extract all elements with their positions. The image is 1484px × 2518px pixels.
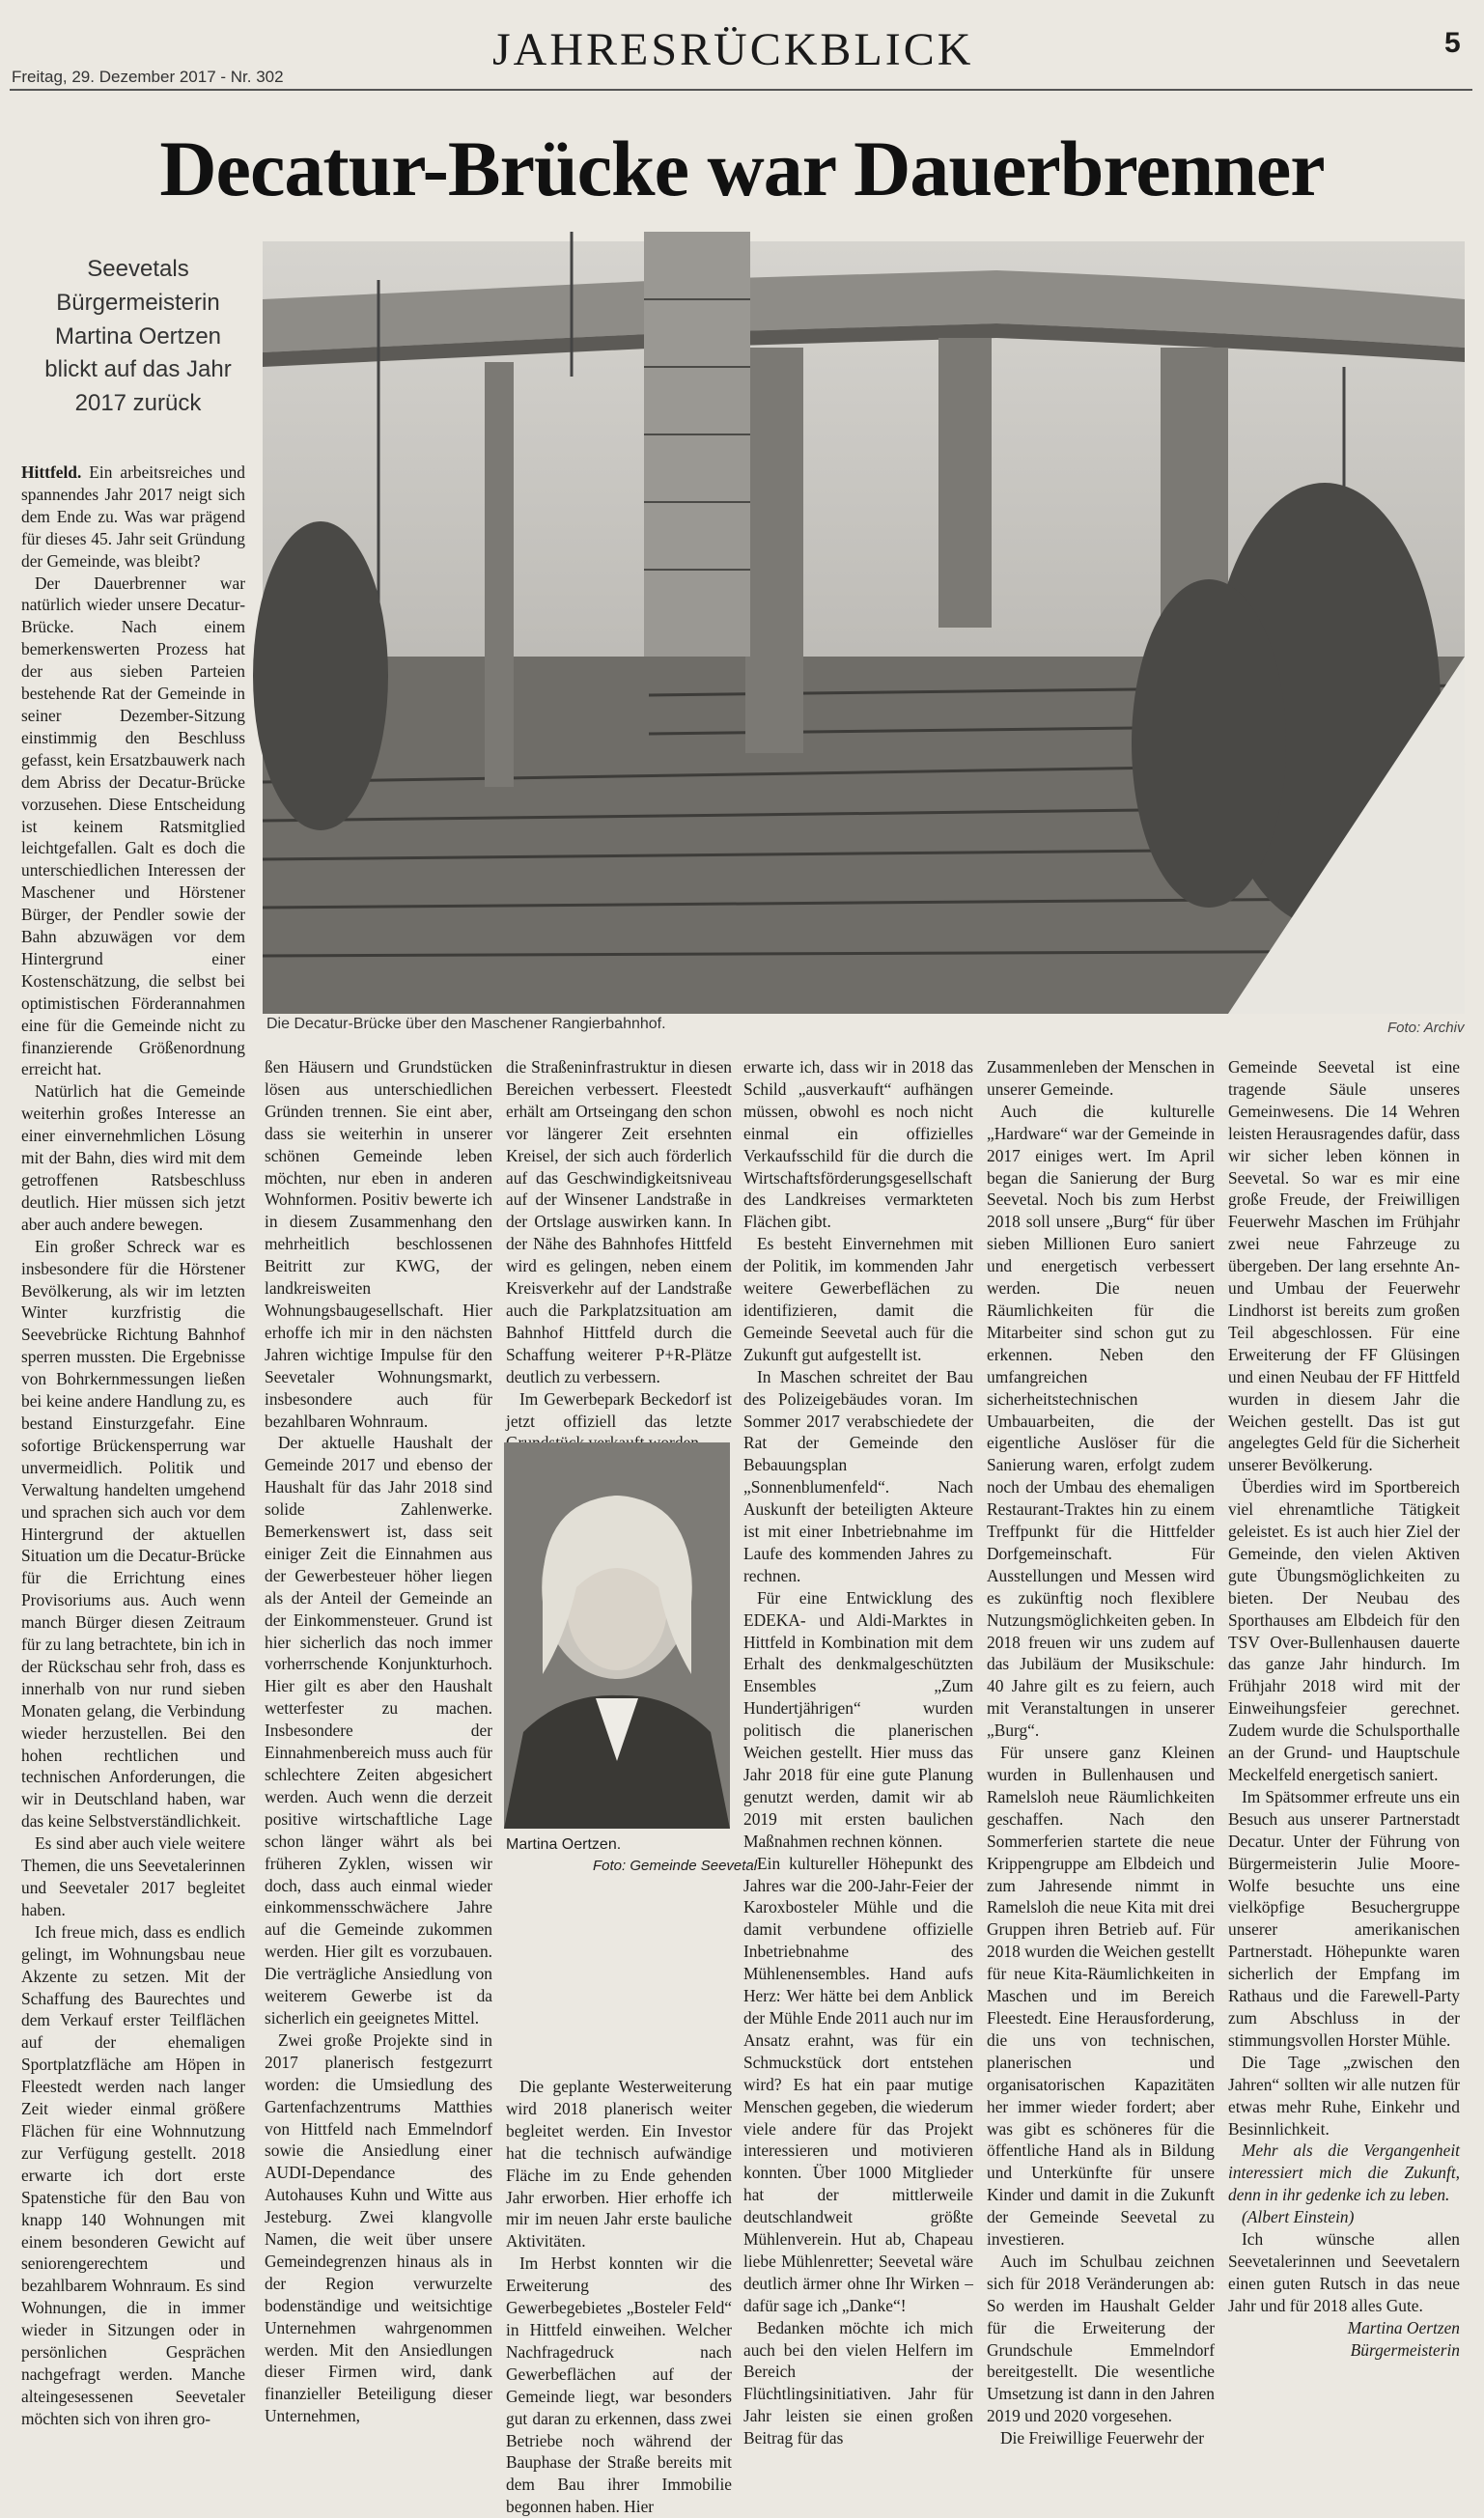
paragraph: Der Dauerbrenner war natürlich wieder unsere Decatur-Brücke. Nach einem bemerkenswerten Prozess hat der aus sieben Parteien bestehende Rat der Gemeinde in seiner Dezember-Sitzung einstimmig den Beschluss gefasst, kein Ersatzbauwerk nach dem Abriss der Decatur-Brücke vorzusehen. Diese Entscheidung ist keinem Ratsmitglied leichtgefallen. Galt es doch die unterschiedlichen Interessen der Maschener und Hörstener Bürger, der Pendler sowie der Bahn abzuwägen vor dem Hintergrund einer Kostenschätzung, die selbst bei optimistischen Förderannahmen eine für die Gemeinde nicht zu finanzierende Größenordnung erreicht hat. — [21, 573, 245, 1079]
deck-subtitle: Seevetals Bürgermeisterin Martina Oertzen blickt auf das Jahr 2017 zurück — [44, 256, 232, 417]
paragraph: Auch die kulturelle „Hardware“ war der Gemeinde in 2017 einiges wert. Im April began die Sanierung der Burg Seevetal. Noch bis zum Herbst 2018 soll unsere „Burg“ für über sieben Millionen Euro saniert und energetisch verbessert werden. Die neuen Räumlichkeiten für die Mitarbeiter sind schon gut zu erkennen. Neben den umfangreichen sicherheitstechnischen Umbauarbeiten, die der eigentliche Auslöser für die Sanierung waren, erfolgt zudem noch der Umbau des ehemaligen Restaurant-Traktes hin zu einem Treffpunkt für die Hittfelder Dorfgemeinschaft. Für Ausstellungen und Messen wird es zukünftig noch flexiblere Nutzungsmöglichkeiten geben. In 2018 freuen wir uns zudem auf das Jubiläum der Musikschule: 40 Jahre gilt es zu feiern, auch mit Veranstaltungen in unserer „Burg“. — [987, 1101, 1215, 1741]
paragraph: Natürlich hat die Gemeinde weiterhin großes Interesse an einer einvernehmlichen Lösung mit der Bahn, dies wird mit dem getroffenen Ratsbeschluss deutlich. Hier müssen sich jetzt aber auch andere bewegen. — [21, 1081, 245, 1234]
paragraph: Bedanken möchte ich mich auch bei den vielen Helfern im Bereich der Flüchtlingsinitiativen. Jahr für Jahr leisten sie einen großen Beitrag für das — [743, 2317, 973, 2448]
paragraph: Überdies wird im Sportbereich viel ehrenamtliche Tätigkeit geleistet. Es ist auch hier Ziel der Gemeinde, den vielen Aktiven gute Übungsmöglichkeiten zu bieten. Der Neubau des Sporthauses am Elbdeich für den TSV Over-Bullenhausen dauerte das ganze Jahr hindurch. Im Frühjahr 2018 wird mit der Einweihungsfeier gerechnet. Zudem wurde die Schulsporthalle an der Grund- und Hauptschule Meckelfeld energetisch saniert. — [1228, 1477, 1460, 1784]
paragraph: Ein kultureller Höhepunkt des Jahres war die 200-Jahr-Feier der Karoxbosteler Mühle und die damit verbundene offizielle Inbetriebnahme des Mühlenensembles. Hand aufs Herz: Wer hätte bei dem Anblick der Mühle Ende 2011 auch nur im Ansatz erahnt, was für ein Schmuckstück dort entstehen wird? Es hat ein paar mutige Menschen gegeben, die wiederum viele andere für das Projekt interessieren und motivieren konnten. Über 1000 Mitglieder hat der mittlerweile deutschlandweit größte Mühlenverein. Hut ab, Chapeau liebe Mühlenretter; Seevetal wäre deutlich ärmer ohne Ihr Wirken – dafür sage ich „Danke“! — [743, 1853, 973, 2315]
portrait-credit: Foto: Gemeinde Seevetal — [593, 1858, 758, 1874]
paragraph: Im Herbst konnten wir die Erweiterung des Gewerbegebietes „Bosteler Feld“ in Hittfeld einweihen. Welcher Nachfragedruck nach Gewerbeflächen auf der Gemeinde liegt, war besonders gut daran zu erkennen, dass zwei Betriebe noch während der Bauphase der Straße bereits mit dem Bau ihrer Immobilie begonnen haben. Hier — [506, 2253, 732, 2517]
paragraph: Die Tage „zwischen den Jahren“ sollten wir alle nutzen für etwas mehr Ruhe, Einkehr und Besinnlichkeit. — [1228, 2052, 1460, 2139]
paragraph: Zwei große Projekte sind in 2017 planerisch festgezurrt worden: die Umsiedlung des Gartenfachzentrums Matthies von Hittfeld nach Emmelndorf sowie die Ansiedlung einer AUDI-Dependance des Autohauses Kuhn und Witte aus Jesteburg. Zwei klangvolle Namen, die weit über unsere Gemeindegrenzen hinaus als in der Region verwurzelte bodenständige und weitsichtige Unternehmen wahrgenommen werden. Mit den Ansiedlungen dieser Firmen wird, dank finanzieller Beteiligung dieser Unternehmen, — [265, 2029, 492, 2426]
paragraph: Es sind aber auch viele weitere Themen, die uns Seevetalerinnen und Seevetaler 2017 begleitet haben. — [21, 1833, 245, 1919]
dateline: Hittfeld. — [21, 462, 82, 482]
paragraph: Gemeinde Seevetal ist eine tragende Säule unseres Gemeinwesens. Die 14 Wehren leisten Herausragendes dafür, dass wir sicher leben können in Seevetal. So war es mir eine große Freude, der Freiwilligen Feuerwehr Maschen im Frühjahr zwei neue Fahrzeuge zu übergeben. Der lang ersehnte An- und Umbau der Feuerwehr Lindhorst ist bereits zum großen Teil abgeschlossen. Für eine Erweiterung der FF Glüsingen und einen Neubau der FF Hittfeld wurden in diesem Jahr die Weichen gestellt. Das ist gut angelegtes Geld für die Sicherheit unserer Bevölkerung. — [1228, 1057, 1460, 1475]
paragraph: Im Spätsommer erfreute uns ein Besuch aus unserer Partnerstadt Decatur. Unter der Führung von Bürgermeisterin Julie Moore-Wolfe besuchte uns eine vielköpfige Besuchergruppe unserer amerikanischen Partnerstadt. Höhepunkte waren sicherlich der Empfang im Rathaus und die Farewell-Party zum Abschluss in der stimmungsvollen Horster Mühle. — [1228, 1786, 1460, 2050]
paragraph: Ich freue mich, dass es endlich gelingt, im Wohnungsbau neue Akzente zu setzen. Mit der Schaffung des Baurechtes und dem Verkauf erster Teilflächen auf der ehemaligen Sportplatzfläche am Höpen in Fleestedt werden nach langer Zeit wieder einmal größere Flächen für eine Wohnnutzung zur Verfügung gestellt. 2018 erwarte ich dort erste Spatenstiche für den Bau von knapp 140 Wohnungen mit einem besonderen Gewicht auf seniorengerechtem und bezahlbarem Wohnraum. Es sind Wohnungen, die in immer wieder in Sitzungen oder in persönlichen Gesprächen nachgefragt werden. Manche alteingesessenen Seevetaler möchten sich von ihren gro- — [21, 1921, 245, 2428]
paragraph: die Straßeninfrastruktur in diesen Bereichen verbessert. Fleestedt erhält am Ortseingang den schon vor längerer Zeit ersehnten Kreisel, der sich auch förderlich auf das Geschwindigkeitsniveau auf der Winsener Landstraße in der Ortslage auswirken kann. In der Nähe des Bahnhofes Hittfeld wird es gelingen, neben einem Kreisverkehr auf der Landstraße auch die Parkplatzsituation am Bahnhof Hittfeld durch die Schaffung weiterer P+R-Plätze deutlich zu verbessern. — [506, 1057, 732, 1386]
body-column-4 — [743, 1056, 973, 2448]
body-column-1 — [21, 462, 245, 2428]
quote: Mehr als die Vergangenheit interessiert mich die Zukunft, denn in ihr gedenke ich zu leben. — [1228, 2140, 1460, 2205]
bridge-photo — [263, 241, 1465, 1014]
page-number: 5 — [1444, 27, 1461, 59]
paragraph: Für eine Entwicklung des EDEKA- und Aldi-Marktes in Hittfeld in Kombination mit dem Erhalt des denkmalgeschützten Ensembles „Zum Hundertjährigen“ wurden politisch die planerischen Weichen gestellt. Hier muss das Jahr 2018 für eine gute Planung genutzt werden, damit wir ab 2019 mit ersten baulichen Maßnahmen rechnen können. — [743, 1587, 973, 1851]
paragraph: In Maschen schreitet der Bau des Polizeigebäudes voran. Im Sommer 2017 verabschiedete der Rat der Gemeinde den Bebauungsplan „Sonnenblumenfeld“. Nach Auskunft der beteiligten Akteure ist mit einer Inbetriebnahme im Laufe des kommenden Jahres zu rechnen. — [743, 1366, 973, 1585]
portrait-caption: Martina Oertzen. — [506, 1836, 622, 1853]
paragraph: Ein arbeitsreiches und spannendes Jahr 2017 neigt sich dem Ende zu. Was war prägend für dieses 45. Jahr seit Gründung der Gemeinde, was bleibt? — [21, 462, 245, 571]
paragraph: Es besteht Einvernehmen mit der Politik, im kommenden Jahr weitere Gewerbeflächen zu identifizieren, damit die Gemeinde Seevetal auch für die Zukunft gut aufgestellt ist. — [743, 1234, 973, 1364]
headline: Decatur-Brücke war Dauerbrenner — [159, 125, 1325, 212]
paragraph: Die geplante Westerweiterung wird 2018 planerisch weiter begleitet werden. Ein Investor hat die technisch aufwändige Fläche im zu Ende gehenden Jahr erworben. Hier erhoffe ich mir im neuen Jahr erste bauliche Aktivitäten. — [506, 2077, 732, 2252]
body-column-2 — [265, 1056, 492, 2426]
paragraph: Für unsere ganz Kleinen wurden in Bullenhausen und Ramelsloh neue Räumlichkeiten geschaffen. Nach den Sommerferien startete die neue Krippengruppe am Elbdeich und zum Jahresende nimmt in Ramelsloh die neue Kita mit drei Gruppen ihren Betrieb auf. Für 2018 wurden die Weichen gestellt für neue Kita-Räumlichkeiten in Maschen und im Bereich Fleestedt. Eine Herausforderung, die uns von technischen, planerischen und organisatorischen Kapazitäten her immer wieder fordert; aber was gibt es schöneres für die öffentliche Hand als in Bildung und Unterkünfte für unsere Kinder und damit in die Zukunft der Gemeinde Seevetal zu investieren. — [987, 1743, 1215, 2250]
paragraph: Der aktuelle Haushalt der Gemeinde 2017 und ebenso der Haushalt für das Jahr 2018 sind solide Zahlenwerke. Bemerkenswert ist, dass seit einiger Zeit die Einnahmen aus der Gewerbesteuer höher liegen als der Anteil der Gemeinde an der Einkommensteuer. Grund ist hier sicherlich das noch immer vorherrschende Konjunkturhoch. Hier gilt es aber den Haushalt wetterfester zu machen. Insbesondere der Einnahmenbereich muss auch für schlechtere Zeiten abgesichert werden. Auch wenn die derzeit positive wirtschaftliche Lage schon länger währt als bei früheren Zyklen, wissen wir doch, dass auch einmal wieder einkommensschwächere Jahre auf die Gemeinde zukommen werden. Hier gilt es vorzubauen. Die verträgliche Ansiedlung von weiterem Gewerbe ist da sicherlich ein geeignetes Mittel. — [265, 1433, 492, 2028]
signature-name: Martina Oertzen — [1347, 2317, 1460, 2337]
paragraph: Ein großer Schreck war es insbesondere für die Hörstener Bevölkerung, als wir im letzten Winter kurzfristig die Seevebrücke Richtung Bahnhof sperren mussten. Die Ergebnisse von Bohrkernmessungen ließen bei keine andere Handlung zu, es bestand Einsturzgefahr. Eine sofortige Brückensperrung war unvermeidlich. Politik und Verwaltung handelten umgehend und sprachen sich auch vor dem Hintergrund der aktuellen Situation um die Decatur-Brücke für die Errichtung eines Provisoriums aus. Auch wenn manch Bürger diesen Zeitraum für zu lang betrachtete, bin ich in der Rückschau sehr froh, dass es innerhalb von nur rund sieben Monaten gelang, die Verbindung wieder herzustellen. Bei den hohen rechtlichen und technischen Anforderungen, die wir in Deutschland haben, war das keine Selbstverständlichkeit. — [21, 1236, 245, 1832]
issue-date: Freitag, 29. Dezember 2017 - Nr. 302 — [12, 68, 284, 86]
paragraph: ßen Häusern und Grundstücken lösen aus unterschiedlichen Gründen trennen. Sie eint aber, dass sie weiterhin in unserer schönen Gemeinde leben möchten, nur eben in anderen Wohnformen. Positiv bewerte ich in diesem Zusammenhang den mehrheitlich beschlossenen Beitritt zur KWG, der landkreisweiten Wohnungsbaugesellschaft. Hier erhoffe ich mir in den nächsten Jahren wichtige Impulse für den Seevetaler Wohnungsmarkt, insbesondere auch für bezahlbaren Wohnraum. — [265, 1057, 492, 1431]
portrait-photo — [504, 1442, 730, 1829]
photo-credit: Foto: Archiv — [1387, 1020, 1465, 1036]
paragraph: Im Gewerbepark Beckedorf ist jetzt offiziell das letzte — [506, 1388, 732, 1431]
paragraph: Ich wünsche allen Seevetalerinnen und Seevetalern einen guten Rutsch in das neue Jahr und für 2018 alles Gute. — [1228, 2229, 1460, 2315]
signature-title: Bürgermeisterin — [1350, 2339, 1460, 2360]
quote-author: (Albert Einstein) — [1242, 2207, 1355, 2227]
section-title: JAHRESRÜCKBLICK — [492, 24, 974, 75]
paragraph: Die Freiwillige Feuerwehr der — [1000, 2428, 1205, 2448]
header-rule — [10, 89, 1472, 91]
body-column-3 — [506, 1056, 732, 1431]
body-column-5 — [987, 1056, 1215, 2448]
paragraph: Auch im Schulbau zeichnen sich für 2018 Veränderungen ab: So werden im Haushalt Gelder für die Erweiterung der Grundschule Emmelndorf bereitgestellt. Die wesentliche Umsetzung ist dann in den Jahren 2019 und 2020 vorgesehen. — [987, 2251, 1215, 2426]
paragraph: Zusammenleben der Menschen in unserer Gemeinde. — [987, 1057, 1215, 1099]
paragraph: erwarte ich, dass wir in 2018 das Schild „ausverkauft“ aufhängen müssen, obwohl es noch nicht einmal ein offizielles Verkaufsschild für die durch die Wirtschaftsförderungsgesellschaft des Landkreises vermarkteten Flächen gibt. — [743, 1057, 973, 1232]
body-column-6 — [1228, 1056, 1460, 2360]
photo-caption: Die Decatur-Brücke über den Maschener Rangierbahnhof. — [266, 1016, 666, 1032]
body-column-3-continued — [506, 2076, 732, 2517]
